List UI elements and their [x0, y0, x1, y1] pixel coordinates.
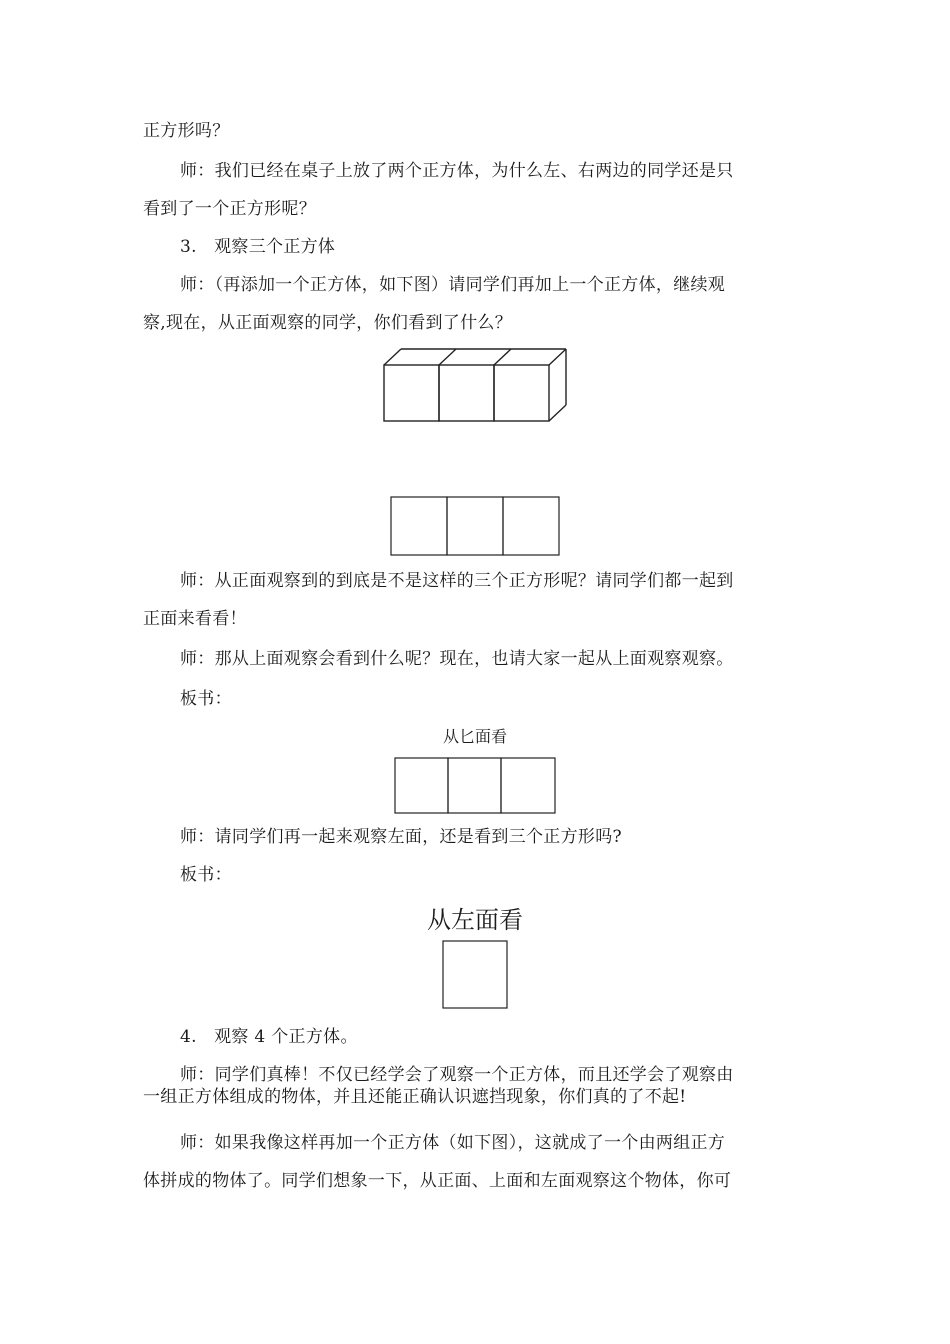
paragraph-line: 正方形吗？ [143, 121, 230, 141]
paragraph-line: 师：如果我像这样再加一个正方体（如下图），这就成了一个由两组正方 [180, 1133, 726, 1153]
section-heading: 4. 观察 4 个正方体。 [180, 1027, 358, 1047]
paragraph-line: 师：那从上面观察会看到什么呢？现在，也请大家一起从上面观察观察。 [180, 649, 734, 669]
board-label: 板书： [180, 689, 232, 709]
paragraph-line: 体拼成的物体了。同学们想象一下，从正面、上面和左面观察这个物体，你可 [143, 1171, 732, 1191]
paragraph-line: 师：请同学们再一起来观察左面，还是看到三个正方形吗? [180, 827, 622, 847]
paragraph-line: 师：（再添加一个正方体，如下图）请同学们再加上一个正方体，继续观 [180, 275, 726, 295]
paragraph-line: 察,现在，从正面观察的同学，你们看到了什么？ [143, 313, 513, 333]
paragraph-line: 看到了一个正方形呢？ [143, 199, 316, 219]
top-view-caption: 从匕面看 [442, 727, 507, 746]
section-heading: 3. 观察三个正方体 [180, 237, 336, 257]
paragraph-line: 一组正方体组成的物体，并且还能正确认识遮挡现象，你们真的了不起! [143, 1087, 687, 1107]
board-label: 板书： [180, 865, 232, 885]
paragraph-line: 师：我们已经在桌子上放了两个正方体，为什么左、右两边的同学还是只 [180, 161, 734, 181]
paragraph-line: 师：同学们真棒！不仅已经学会了观察一个正方体，而且还学会了观察由 [180, 1065, 734, 1085]
paragraph-line: 师：从正面观察到的到底是不是这样的三个正方形呢？请同学们都一起到 [180, 571, 734, 591]
left-view-caption: 从左面看 [427, 906, 523, 934]
paragraph-line: 正面来看看！ [143, 609, 247, 629]
